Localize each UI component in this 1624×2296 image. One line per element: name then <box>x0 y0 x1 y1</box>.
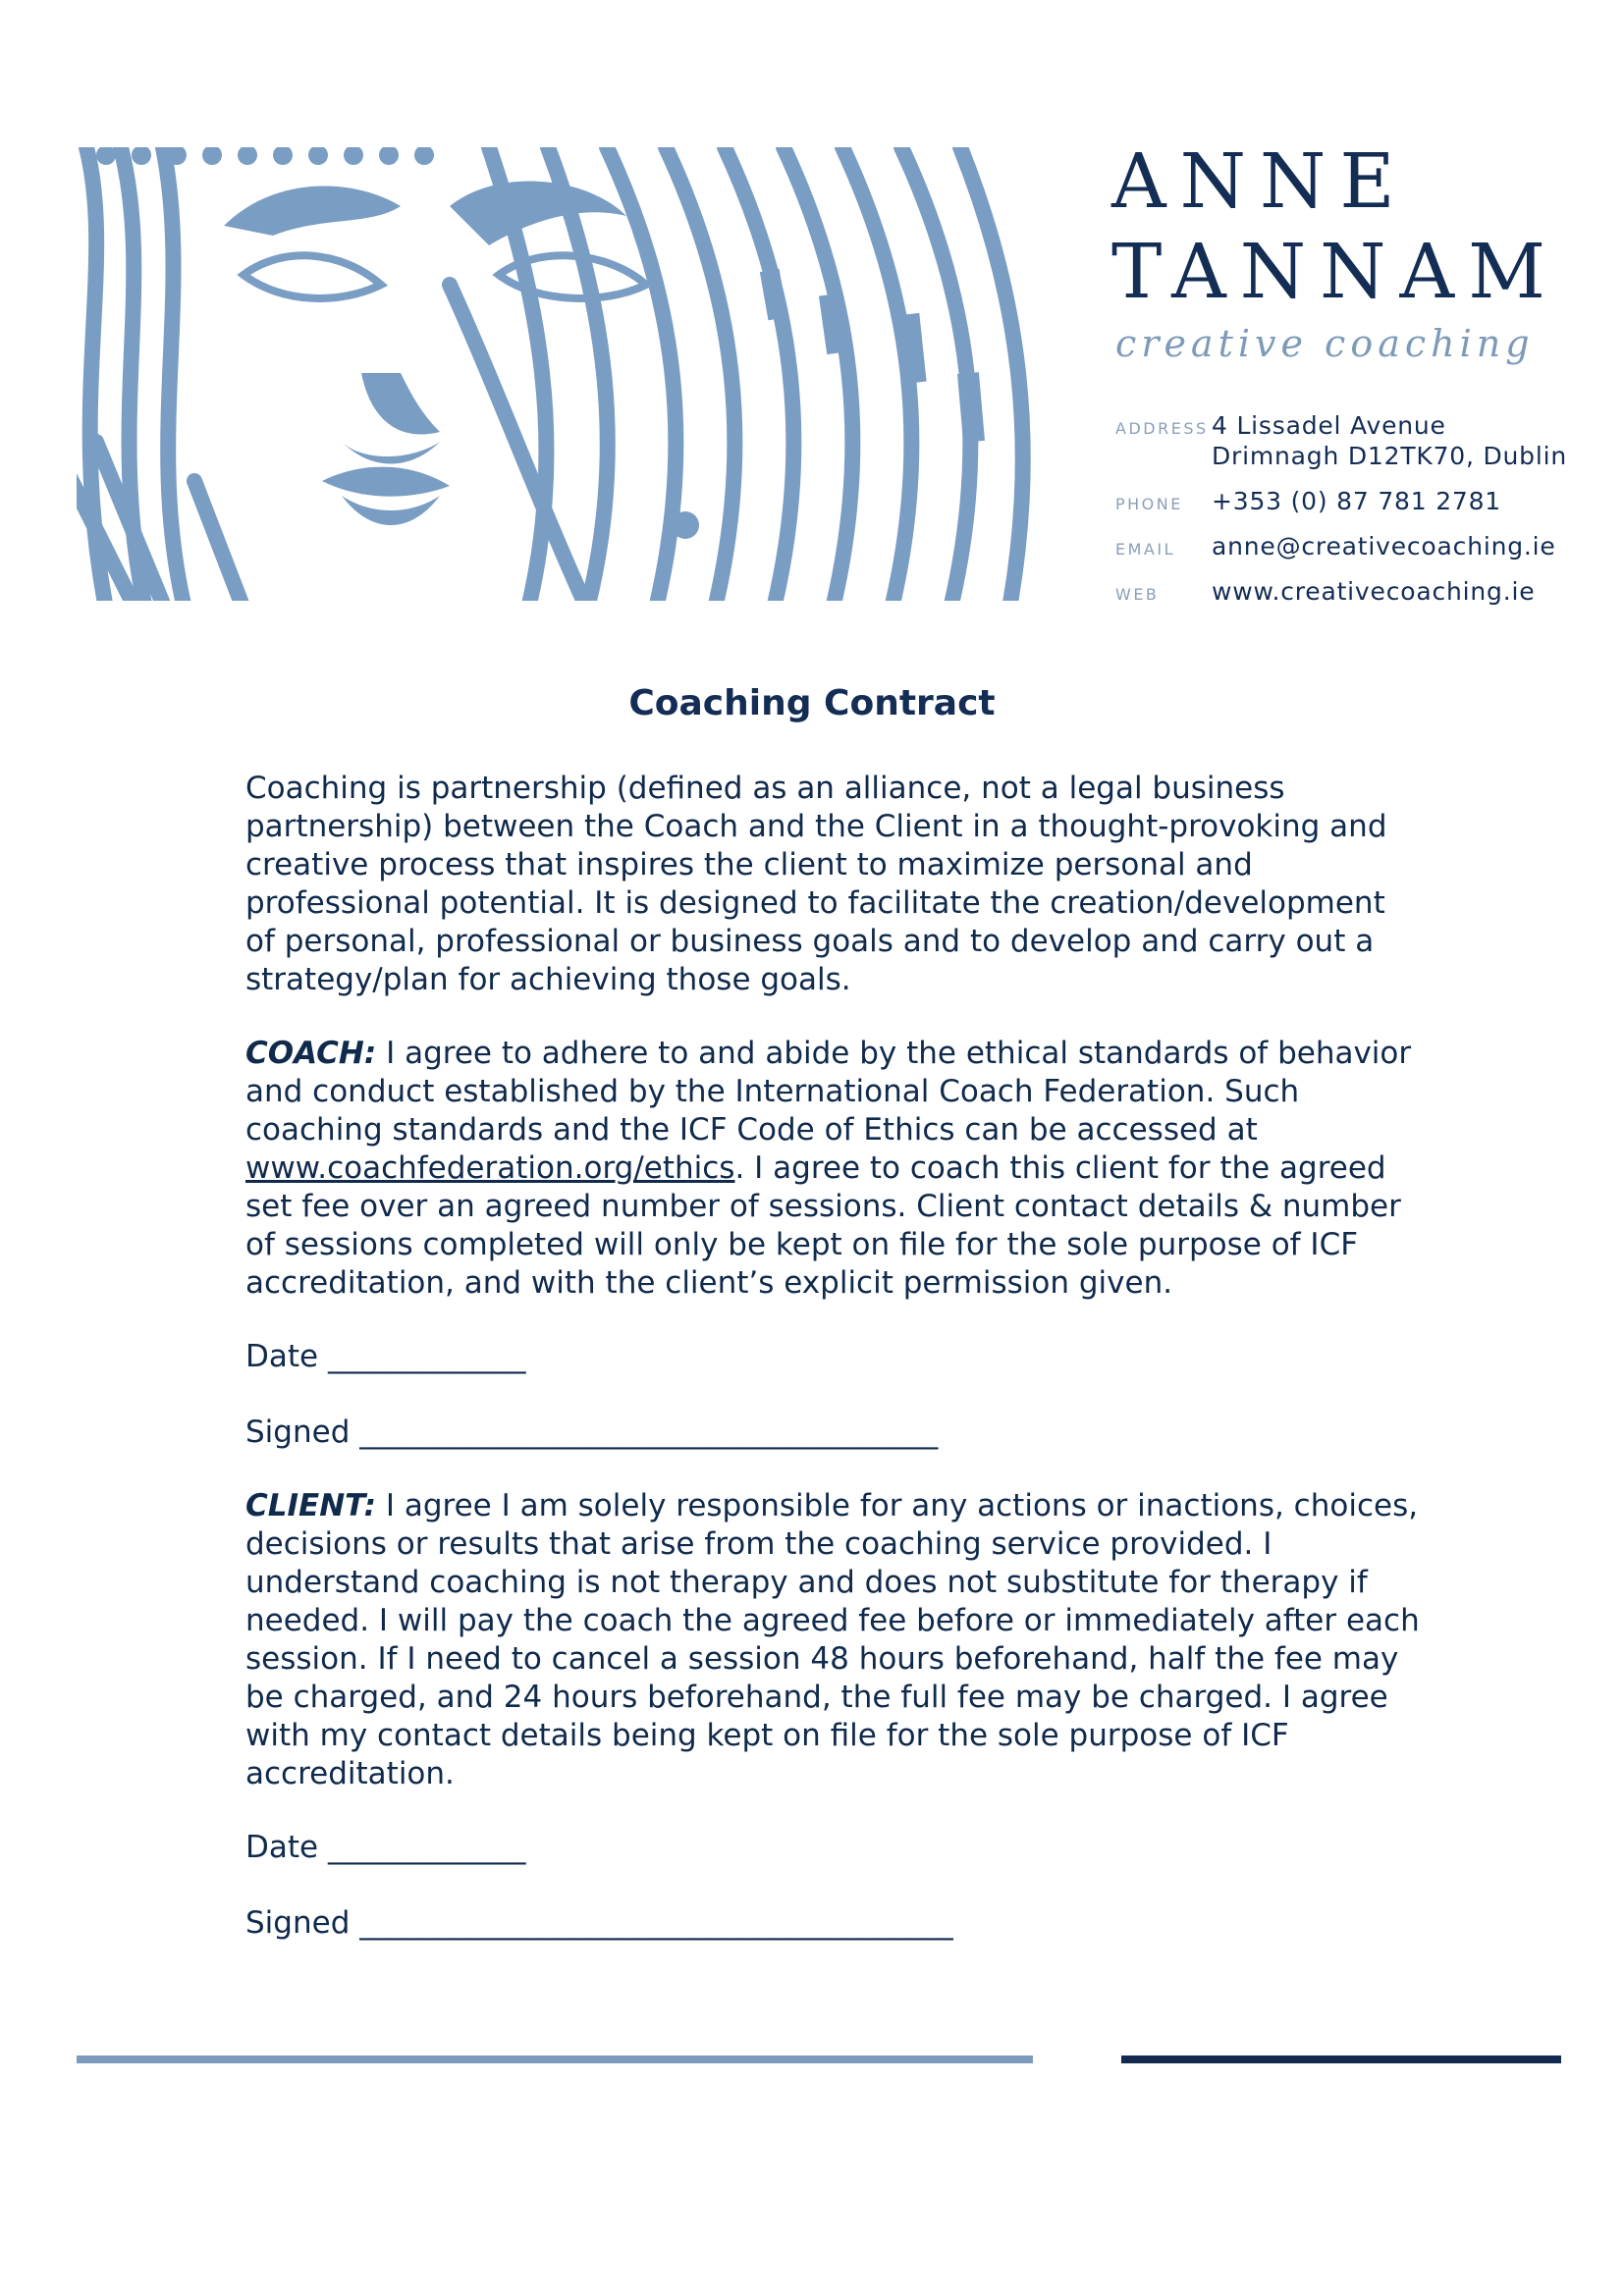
client-text: I agree I am solely responsible for any actions or inactions, choices, decisions or results that arise from the coaching service provided. I understand coaching is not therapy and does not substitute for therapy if needed. I will pay the coach the agreed fee before or immediately after each session. If I need to cancel a session 48 hours beforehand, half the fee may be charged, and 24 hours beforehand, the full fee may be charged. I agree with my contact details being kept on file for the sole purpose of ICF accreditation. <box>245 1488 1420 1791</box>
footer-rule-dark <box>1121 2056 1561 2063</box>
icf-ethics-link[interactable]: www.coachfederation.org/ethics <box>245 1150 735 1186</box>
brand-name-line1: ANNE <box>1111 138 1409 226</box>
address-line2: Drimnagh D12TK70, Dublin <box>1212 442 1567 470</box>
header-face-illustration <box>77 147 1033 601</box>
coach-lead: COACH: <box>245 1036 377 1071</box>
intro-paragraph: Coaching is partnership (defined as an alliance, not a legal business partnership) between the Coach and the Client in a thought-provoking and creative process that inspires the client to maximize personal and professional potential. It is designed to facilitate the creation/development of personal, professional or business goals and to develop and carry out a strategy/plan for achieving those goals. <box>245 771 1387 997</box>
footer-rule-light <box>77 2056 1033 2063</box>
web-value[interactable]: www.creativecoaching.ie <box>1212 577 1536 606</box>
coach-signed-line: Signed ______________________________________ <box>245 1415 939 1450</box>
phone-label: PHONE <box>1115 495 1183 513</box>
client-signed-line: Signed _______________________________________ <box>245 1905 953 1941</box>
brand-block <box>1111 137 1602 365</box>
client-lead: CLIENT: <box>245 1488 377 1523</box>
brand-name-line2: TANNAM <box>1111 229 1559 316</box>
coach-paragraph <box>245 1035 1424 1303</box>
phone-value: +353 (0) 87 781 2781 <box>1212 487 1502 515</box>
address-line1: 4 Lissadel Avenue <box>1212 411 1446 440</box>
coach-text-2: . I agree to coach this client for the agreed set fee over an agreed number of sessions. Client contact details & number of sessions completed will only be kept on file for the sole purpose of ICF accreditation, and with the client’s explicit permission given. <box>245 1150 1401 1301</box>
client-date-line: Date _____________ <box>245 1830 526 1865</box>
document-title: Coaching Contract <box>628 683 996 723</box>
email-value[interactable]: anne@creativecoaching.ie <box>1212 532 1556 561</box>
address-label: ADDRESS <box>1115 419 1209 438</box>
client-paragraph <box>245 1487 1424 1793</box>
brand-tagline: creative coaching <box>1115 322 1535 365</box>
web-label: WEB <box>1115 585 1160 604</box>
document-body <box>245 770 1424 1980</box>
coach-date-line: Date _____________ <box>245 1339 526 1374</box>
coach-text-1: I agree to adhere to and abide by the ethical standards of behavior and conduct established by the International Coach Federation. Such coaching standards and the ICF Code of Ethics can be accessed at <box>245 1036 1412 1148</box>
email-label: EMAIL <box>1115 540 1175 559</box>
